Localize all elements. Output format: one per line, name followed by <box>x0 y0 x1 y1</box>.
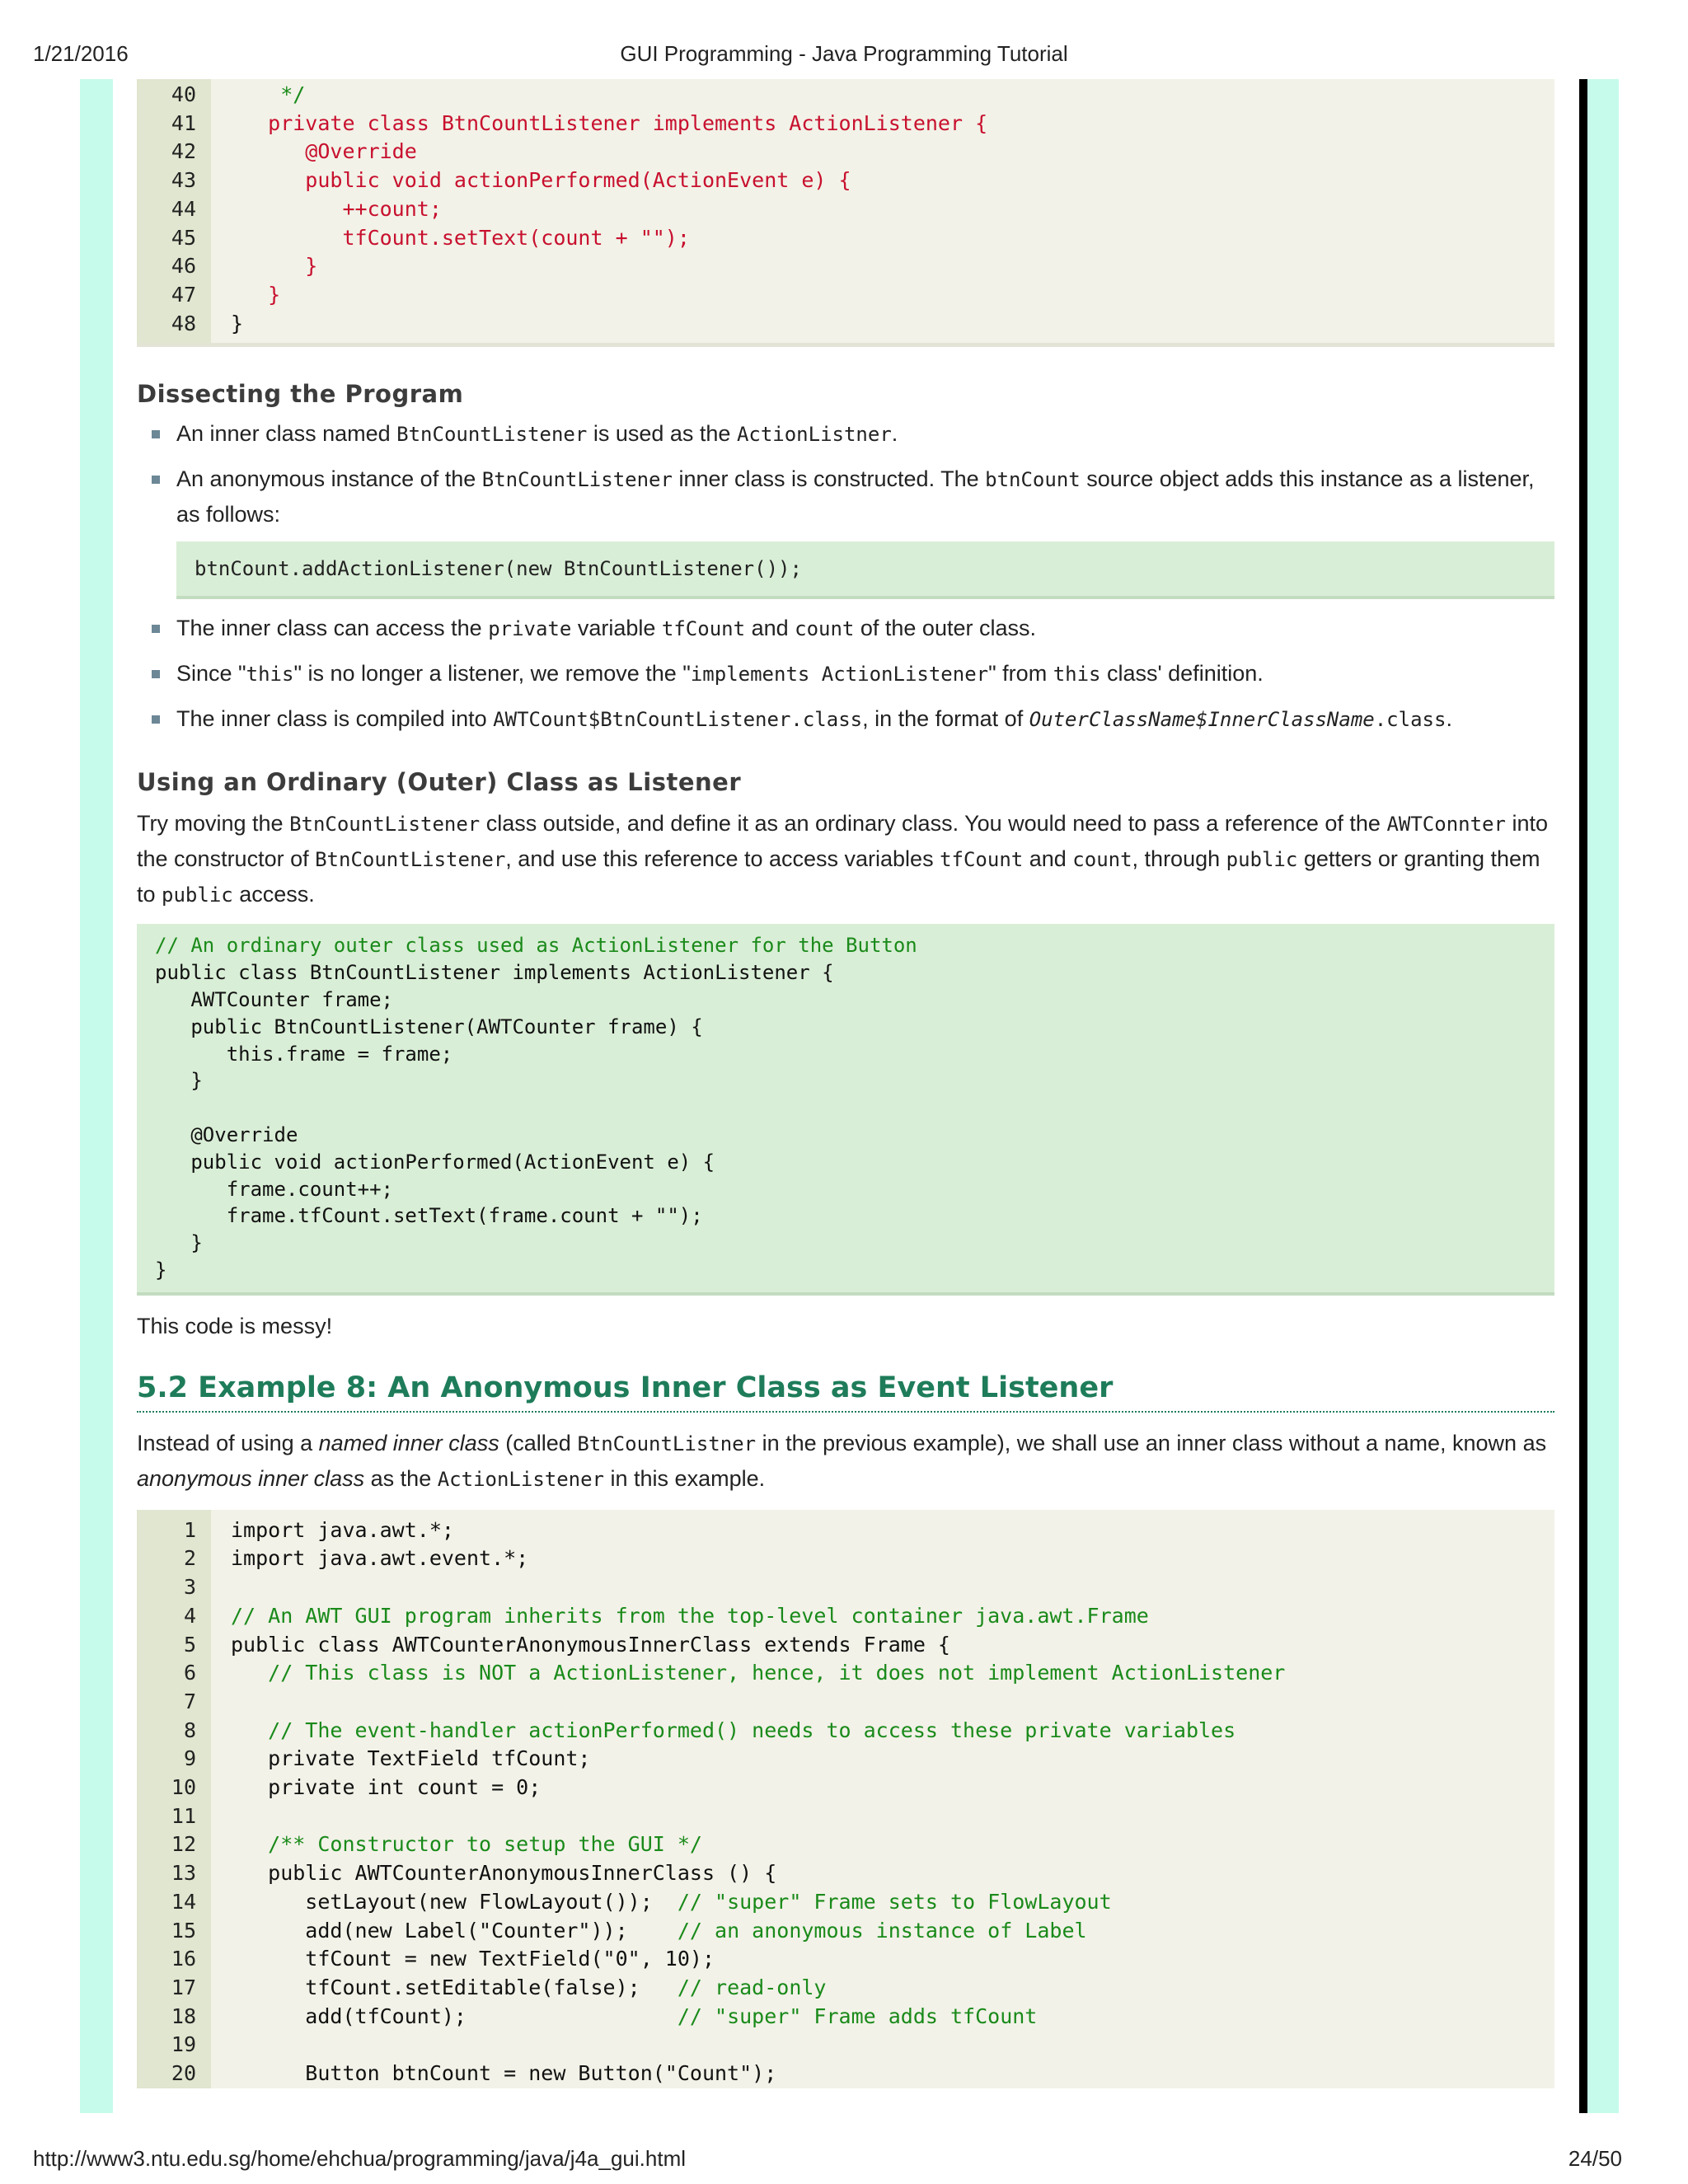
code-comment: // "super" Frame sets to FlowLayout <box>677 1889 1112 1914</box>
line-number: 46 <box>171 254 196 279</box>
left-margin-stripe <box>80 79 113 2113</box>
heading-dissecting: Dissecting the Program <box>137 380 464 409</box>
line-number: 12 <box>171 1832 196 1857</box>
line-number: 5 <box>183 1632 196 1657</box>
code-line <box>231 1802 1285 1831</box>
page-content <box>137 79 1554 2088</box>
code-line <box>231 1859 1285 1888</box>
code-text: setLayout(new FlowLayout()); <box>231 1889 678 1914</box>
code-line: */ <box>231 82 306 106</box>
code-line <box>231 1888 1285 1917</box>
line-number: 7 <box>183 1689 196 1713</box>
line-number: 14 <box>171 1889 196 1914</box>
code-text <box>231 1661 268 1685</box>
code-text <box>231 1718 268 1742</box>
list-item: The inner class can access the private variable tfCount and count of the outer class. <box>137 611 1554 646</box>
line-number: 2 <box>183 1546 196 1571</box>
code-line <box>231 1516 1285 1545</box>
code-text: Button btnCount = new Button("Count"); <box>231 2061 777 2086</box>
code-line <box>231 2003 1285 2032</box>
line-number: 20 <box>171 2061 196 2086</box>
code-line: } <box>231 311 244 335</box>
line-number: 40 <box>171 82 196 106</box>
code-text: private TextField tfCount; <box>231 1746 591 1771</box>
line-number: 13 <box>171 1861 196 1886</box>
code-listing-bottom <box>137 1510 1554 2088</box>
code-listing-top <box>137 79 1554 347</box>
code-text: import java.awt.event.*; <box>231 1546 529 1571</box>
line-number: 6 <box>183 1661 196 1685</box>
section-5-2-paragraph: Instead of using a named inner class (called BtnCountListner in the previous example), we shall use an inner class without a name, known as anonymous inner class as the ActionListener in this example. <box>137 1430 1547 1491</box>
line-number: 45 <box>171 225 196 250</box>
print-date: 1/21/2016 <box>33 41 129 66</box>
outer-paragraph: Try moving the BtnCountListener class outside, and define it as an ordinary class. You would need to pass a reference of the AWTConnter into the constructor of BtnCountListener, and use this reference to access variables tfCount and count, through public getters or granting them to public access. <box>137 811 1548 907</box>
line-number: 8 <box>183 1718 196 1742</box>
code-line <box>231 2060 1285 2088</box>
code-line <box>231 1945 1285 1974</box>
bullet-icon <box>152 625 160 633</box>
code-text: public class AWTCounterAnonymousInnerClass extends Frame { <box>231 1632 950 1657</box>
code-line: private class BtnCountListener implements ActionListener { <box>231 110 988 135</box>
code-line: } <box>231 254 318 279</box>
line-number: 16 <box>171 1947 196 1971</box>
line-numbers <box>137 79 211 343</box>
bullet-icon <box>152 670 160 678</box>
list-item: The inner class is compiled into AWTCount$BtnCountListener.class, in the format of OuterClassName$InnerClassName.class. <box>137 701 1554 737</box>
dissect-list <box>137 416 1554 737</box>
print-url: http://www3.ntu.edu.sg/home/ehchua/programming/java/j4a_gui.html <box>33 2146 686 2171</box>
bullet-icon <box>152 715 160 724</box>
code-lines <box>211 79 987 343</box>
code-line <box>231 1717 1285 1746</box>
code-text: private int count = 0; <box>231 1775 542 1800</box>
line-number: 17 <box>171 1975 196 1999</box>
line-number: 43 <box>171 168 196 193</box>
code-text: add(tfCount); <box>231 2004 678 2028</box>
list-item: Since "this" is no longer a listener, we remove the "implements ActionListener" from this class' definition. <box>137 656 1554 691</box>
line-number: 44 <box>171 196 196 221</box>
list-item: An anonymous instance of the BtnCountListener inner class is constructed. The btnCount source object adds this instance as a listener, as follows: btnCount.addActionListener(new BtnCountListener()); <box>137 462 1554 599</box>
code-line <box>231 1631 1285 1660</box>
code-comment: // an anonymous instance of Label <box>677 1918 1087 1943</box>
list-item: An inner class named BtnCountListener is used as the ActionListner. <box>137 416 1554 452</box>
code-line <box>231 1774 1285 1802</box>
print-title: GUI Programming - Java Programming Tutorial <box>620 41 1068 66</box>
code-text: tfCount = new TextField("0", 10); <box>231 1947 715 1971</box>
code-line: @Override <box>231 139 417 164</box>
line-number: 19 <box>171 2032 196 2057</box>
line-number: 18 <box>171 2004 196 2028</box>
line-number: 1 <box>183 1517 196 1542</box>
code-line <box>231 1830 1285 1859</box>
code-comment: // read-only <box>677 1975 827 1999</box>
code-line <box>231 1602 1285 1631</box>
bullet-icon <box>152 430 160 438</box>
line-number: 42 <box>171 139 196 164</box>
code-comment: // "super" Frame adds tfCount <box>677 2004 1038 2028</box>
code-line <box>231 1688 1285 1717</box>
line-number: 3 <box>183 1575 196 1600</box>
line-number: 4 <box>183 1603 196 1628</box>
code-snippet: btnCount.addActionListener(new BtnCountListener()); <box>176 541 1554 599</box>
code-text: add(new Label("Counter")); <box>231 1918 678 1943</box>
code-text: public AWTCounterAnonymousInnerClass () { <box>231 1861 777 1886</box>
code-line <box>231 2031 1285 2060</box>
code-line <box>231 1974 1285 2003</box>
line-number: 11 <box>171 1803 196 1828</box>
heading-outer-class: Using an Ordinary (Outer) Class as Listener <box>137 768 742 797</box>
line-numbers <box>137 1510 211 2088</box>
section-heading-5-2: 5.2 Example 8: An Anonymous Inner Class as Event Listener <box>137 1371 1554 1413</box>
line-number: 15 <box>171 1918 196 1943</box>
line-number: 48 <box>171 311 196 335</box>
code-line: } <box>231 282 281 307</box>
code-line: public void actionPerformed(ActionEvent e) { <box>231 168 851 193</box>
code-comment: /** Constructor to setup the GUI */ <box>268 1832 702 1857</box>
code-line <box>231 1917 1285 1946</box>
code-line: tfCount.setText(count + ""); <box>231 225 690 250</box>
code-line: ++count; <box>231 196 442 221</box>
code-comment: // An AWT GUI program inherits from the top-level container java.awt.Frame <box>231 1603 1149 1628</box>
page-number: 24/50 <box>1568 2146 1622 2171</box>
messy-note: This code is messy! <box>137 1313 333 1338</box>
line-number: 47 <box>171 282 196 307</box>
outer-class-code: // An ordinary outer class used as ActionListener for the Button public class BtnCountListener implements ActionListener { AWTCounter frame; public BtnCountListener(AWTCounter frame) { this.frame = frame; } @Override public void actionPerformed(ActionEvent e) { frame.count++; frame.tfCount.setText(frame.count + ""); } } <box>137 924 1554 1295</box>
code-comment: // The event-handler actionPerformed() needs to access these private variables <box>268 1718 1236 1742</box>
line-number: 10 <box>171 1775 196 1800</box>
code-line <box>231 1659 1285 1688</box>
bullet-icon <box>152 476 160 484</box>
code-text: import java.awt.*; <box>231 1517 454 1542</box>
code-line <box>231 1745 1285 1774</box>
line-number: 9 <box>183 1746 196 1771</box>
code-line <box>231 1573 1285 1602</box>
code-lines <box>211 1510 1285 2088</box>
line-number: 41 <box>171 110 196 135</box>
code-comment: // This class is NOT a ActionListener, hence, it does not implement ActionListener <box>268 1661 1286 1685</box>
scrollbar-edge <box>1579 79 1587 2113</box>
right-margin-stripe <box>1586 79 1619 2113</box>
code-line <box>231 1544 1285 1573</box>
code-text <box>231 1832 268 1856</box>
code-text: tfCount.setEditable(false); <box>231 1975 678 1999</box>
